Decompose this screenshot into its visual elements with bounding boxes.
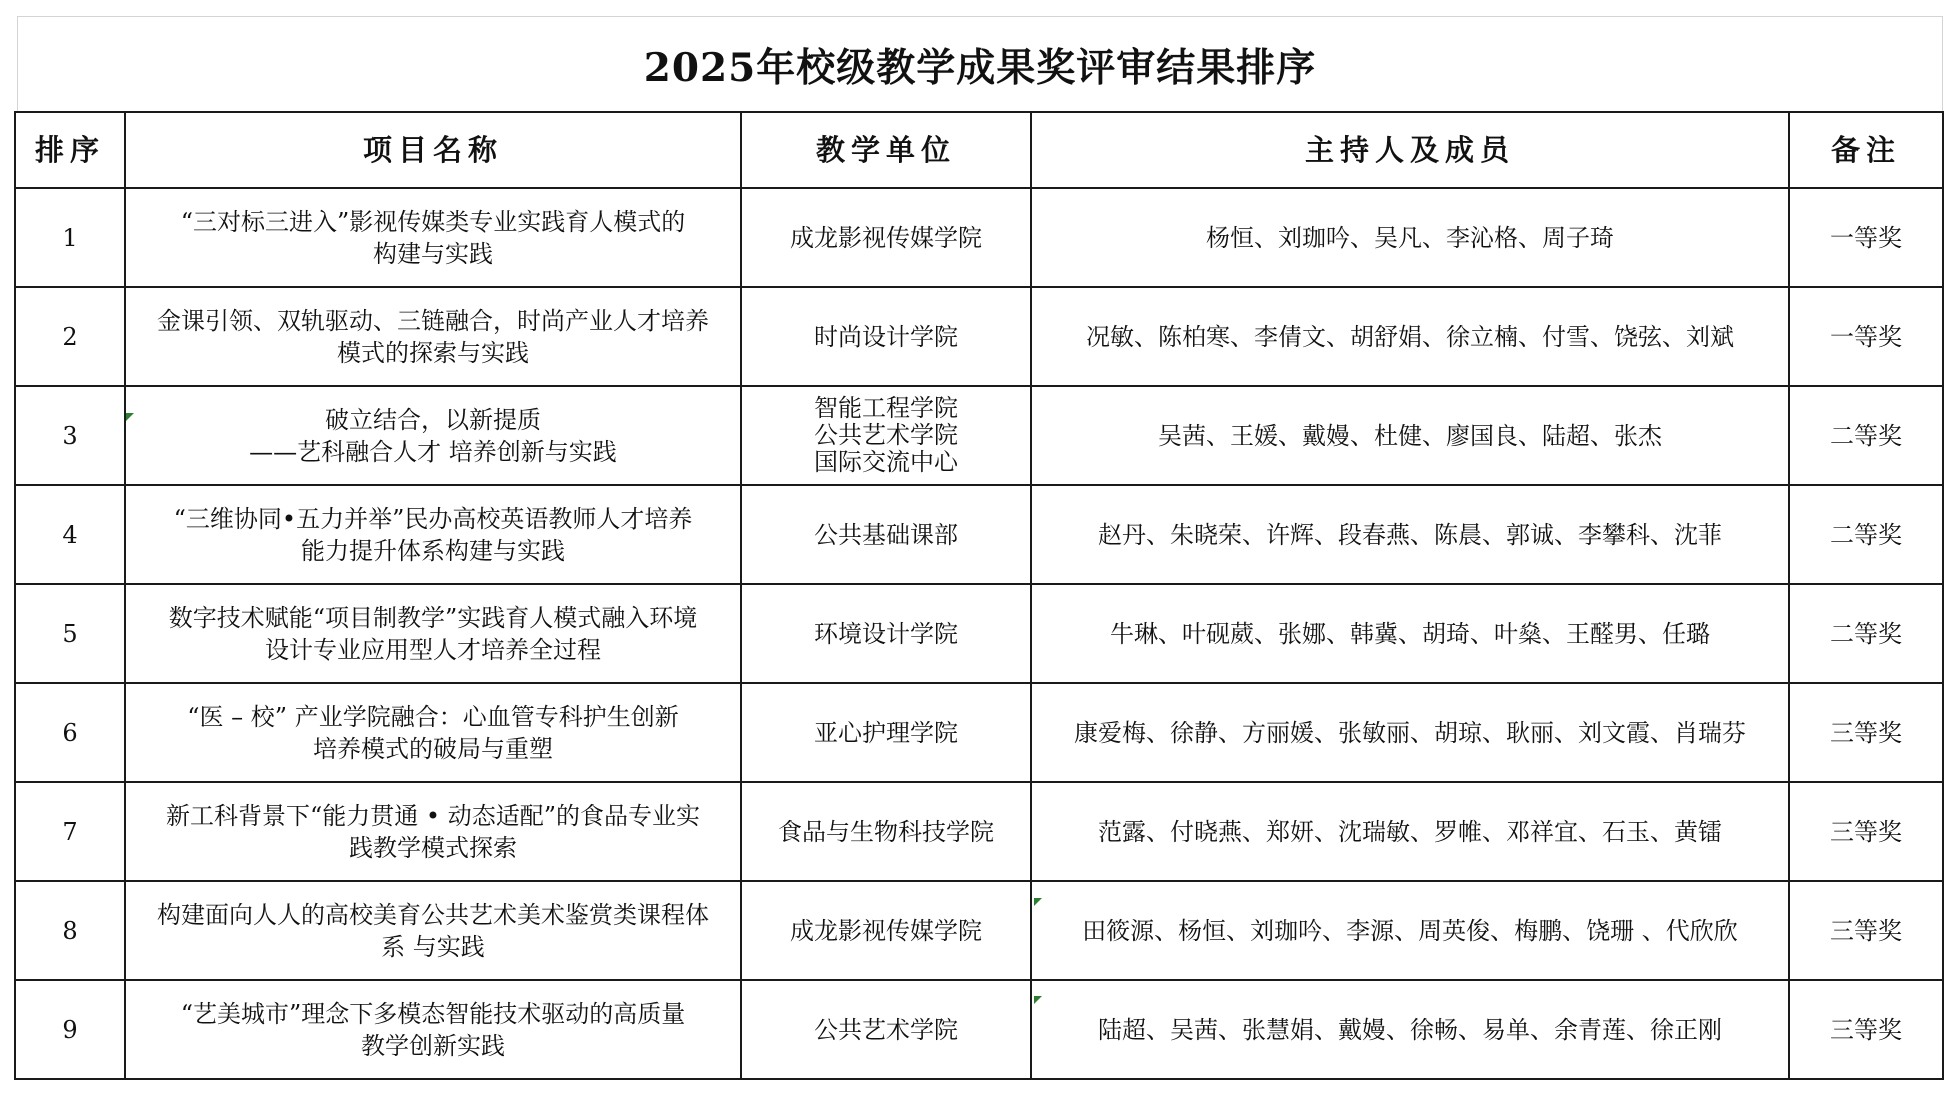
table-row — [15, 881, 1943, 980]
project-name-line: 构建与实践 — [373, 239, 493, 268]
cell-rank[interactable]: 6 — [15, 683, 125, 782]
cell-rank[interactable]: 8 — [15, 881, 125, 980]
project-name-line: 构建面向人人的高校美育公共艺术美术鉴赏类课程体 — [157, 900, 709, 929]
cell-members[interactable]: 陆超、吴茜、张慧娟、戴嫚、徐畅、易单、余青莲、徐正刚 — [1031, 980, 1789, 1079]
cell-rank[interactable]: 9 — [15, 980, 125, 1079]
cell-note[interactable]: 二等奖 — [1789, 386, 1943, 485]
cell-members[interactable]: 范露、付晓燕、郑妍、沈瑞敏、罗帷、邓祥宜、石玉、黄镭 — [1031, 782, 1789, 881]
project-name-line: 金课引领、双轨驱动、三链融合，时尚产业人才培养 — [157, 306, 709, 335]
table-row — [15, 683, 1943, 782]
cell-unit[interactable] — [741, 980, 1031, 1079]
cell-unit[interactable] — [741, 386, 1031, 485]
header-members[interactable]: 主持人及成员 — [1031, 112, 1789, 188]
cell-project-name[interactable] — [125, 386, 741, 485]
header-rank[interactable]: 排序 — [15, 112, 125, 188]
project-name-line: 践教学模式探索 — [349, 833, 517, 862]
project-name-line: 培养模式的破局与重塑 — [313, 734, 553, 763]
cell-unit[interactable] — [741, 287, 1031, 386]
cell-unit[interactable] — [741, 881, 1031, 980]
cell-project-name[interactable] — [125, 782, 741, 881]
cell-project-name[interactable] — [125, 980, 741, 1079]
cell-note[interactable]: 二等奖 — [1789, 584, 1943, 683]
unit-line: 时尚设计学院 — [814, 322, 958, 351]
cell-rank[interactable]: 3 — [15, 386, 125, 485]
table-row — [15, 386, 1943, 485]
cell-project-name[interactable] — [125, 881, 741, 980]
comment-indicator-icon[interactable] — [1034, 898, 1042, 906]
cell-rank[interactable]: 5 — [15, 584, 125, 683]
project-name-line: “医 – 校” 产业学院融合：心血管专科护生创新 — [187, 702, 679, 731]
project-name-line: ——艺科融合人才 培养创新与实践 — [249, 437, 617, 466]
cell-project-name[interactable] — [125, 485, 741, 584]
cell-note[interactable]: 三等奖 — [1789, 980, 1943, 1079]
project-name-line: 数字技术赋能“项目制教学”实践育人模式融入环境 — [168, 603, 698, 632]
project-name-line: 设计专业应用型人才培养全过程 — [265, 635, 601, 664]
cell-note[interactable]: 三等奖 — [1789, 881, 1943, 980]
project-name-line: 能力提升体系构建与实践 — [301, 536, 565, 565]
header-unit[interactable]: 教学单位 — [741, 112, 1031, 188]
cell-note[interactable]: 一等奖 — [1789, 287, 1943, 386]
cell-members[interactable]: 吴茜、王媛、戴嫚、杜健、廖国良、陆超、张杰 — [1031, 386, 1789, 485]
unit-line: 公共艺术学院 — [814, 421, 958, 449]
unit-line: 智能工程学院 — [814, 394, 958, 422]
table-row — [15, 584, 1943, 683]
table-row — [15, 188, 1943, 287]
unit-line: 成龙影视传媒学院 — [790, 223, 982, 252]
cell-project-name[interactable] — [125, 584, 741, 683]
cell-note[interactable]: 一等奖 — [1789, 188, 1943, 287]
comment-indicator-icon[interactable] — [126, 413, 134, 421]
cell-members[interactable]: 田筱源、杨恒、刘珈吟、李源、周英俊、梅鹏、饶珊 、代欣欣 — [1031, 881, 1789, 980]
unit-line: 成龙影视传媒学院 — [790, 916, 982, 945]
unit-line: 公共艺术学院 — [814, 1015, 958, 1044]
unit-line: 国际交流中心 — [814, 448, 958, 476]
unit-line: 环境设计学院 — [814, 619, 958, 648]
cell-rank[interactable]: 7 — [15, 782, 125, 881]
cell-unit[interactable] — [741, 188, 1031, 287]
cell-members[interactable]: 牛琳、叶砚葳、张娜、韩冀、胡琦、叶燊、王醛男、任璐 — [1031, 584, 1789, 683]
header-note[interactable]: 备注 — [1789, 112, 1943, 188]
table-row — [15, 782, 1943, 881]
project-name-line: 新工科背景下“能力贯通 • 动态适配”的食品专业实 — [166, 801, 700, 830]
cell-members[interactable]: 杨恒、刘珈吟、吴凡、李沁格、周子琦 — [1031, 188, 1789, 287]
unit-line: 亚心护理学院 — [814, 718, 958, 747]
cell-note[interactable]: 三等奖 — [1789, 683, 1943, 782]
table-row — [15, 485, 1943, 584]
cell-members[interactable]: 康爱梅、徐静、方丽媛、张敏丽、胡琼、耿丽、刘文霞、肖瑞芬 — [1031, 683, 1789, 782]
header-row — [15, 112, 1943, 188]
cell-rank[interactable]: 4 — [15, 485, 125, 584]
page-title: 2025年校级教学成果奖评审结果排序 — [17, 16, 1943, 112]
unit-line: 食品与生物科技学院 — [778, 817, 994, 846]
comment-indicator-icon[interactable] — [1034, 996, 1042, 1004]
cell-members[interactable]: 赵丹、朱晓荣、许辉、段春燕、陈晨、郭诚、李攀科、沈菲 — [1031, 485, 1789, 584]
cell-note[interactable]: 三等奖 — [1789, 782, 1943, 881]
project-name-line: “艺美城市”理念下多模态智能技术驱动的高质量 — [180, 999, 686, 1028]
results-table — [14, 111, 1944, 1080]
cell-unit[interactable] — [741, 683, 1031, 782]
unit-line: 公共基础课部 — [814, 520, 958, 549]
table-row — [15, 980, 1943, 1079]
project-name-line: 教学创新实践 — [361, 1031, 505, 1060]
cell-unit[interactable] — [741, 485, 1031, 584]
cell-unit[interactable] — [741, 584, 1031, 683]
cell-project-name[interactable] — [125, 683, 741, 782]
cell-rank[interactable]: 2 — [15, 287, 125, 386]
cell-project-name[interactable] — [125, 287, 741, 386]
project-name-line: 破立结合，以新提质 — [325, 405, 541, 434]
cell-rank[interactable]: 1 — [15, 188, 125, 287]
spreadsheet — [14, 16, 1942, 1088]
cell-note[interactable]: 二等奖 — [1789, 485, 1943, 584]
project-name-line: 模式的探索与实践 — [337, 338, 529, 367]
project-name-line: “三对标三进入”影视传媒类专业实践育人模式的 — [180, 207, 686, 236]
project-name-line: 系 与实践 — [381, 932, 485, 961]
project-name-line: “三维协同•五力并举”民办高校英语教师人才培养 — [173, 504, 693, 533]
cell-unit[interactable] — [741, 782, 1031, 881]
cell-project-name[interactable] — [125, 188, 741, 287]
table-row — [15, 287, 1943, 386]
header-project[interactable]: 项目名称 — [125, 112, 741, 188]
cell-members[interactable]: 况敏、陈柏寒、李倩文、胡舒娟、徐立楠、付雪、饶弦、刘斌 — [1031, 287, 1789, 386]
